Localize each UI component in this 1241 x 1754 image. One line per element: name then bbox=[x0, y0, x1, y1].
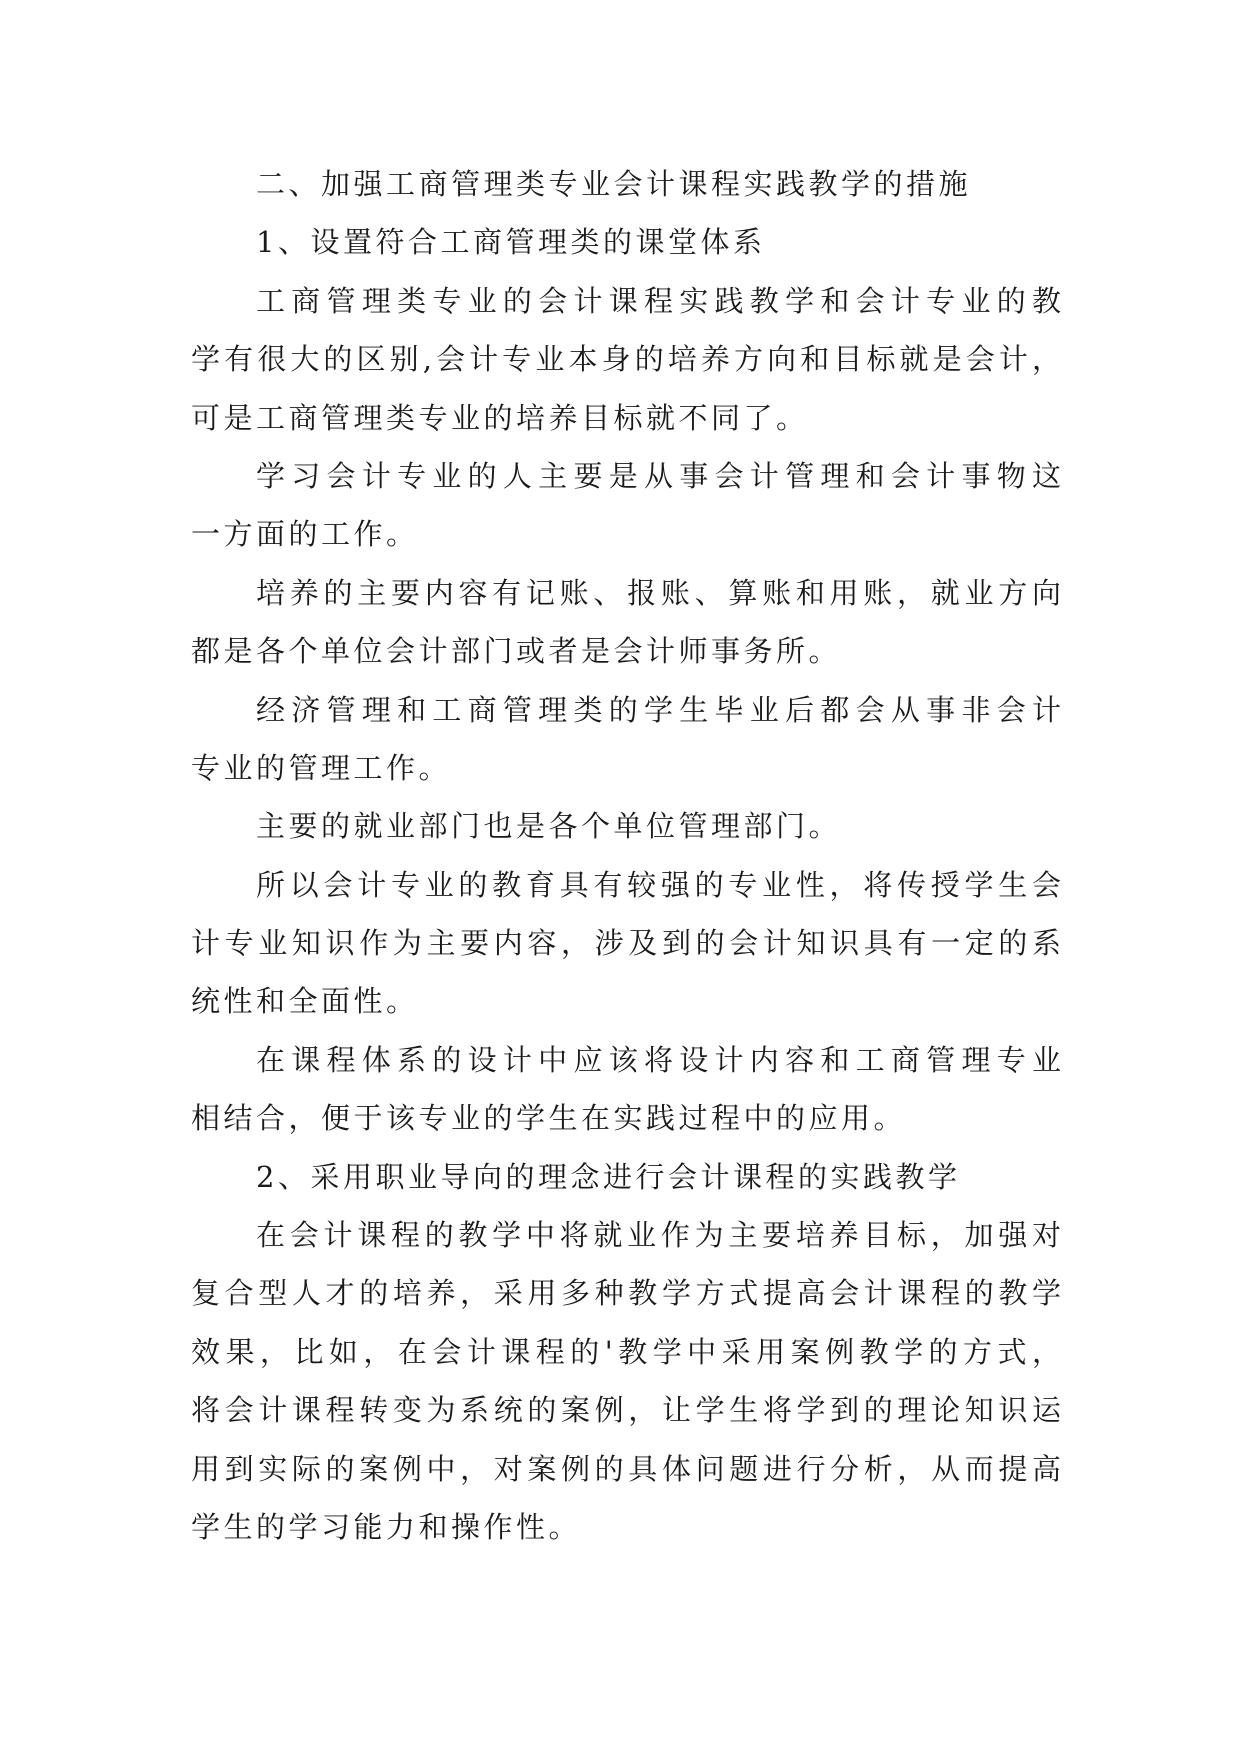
text-line: 2、采用职业导向的理念进行会计课程的实践教学 bbox=[256, 1159, 961, 1194]
text-line: 都是各个单位会计部门或者是会计师事务所。 bbox=[191, 634, 842, 669]
text-line: 相结合，便于该专业的学生在实践过程中的应用。 bbox=[191, 1101, 907, 1136]
text-line: 将会计课程转变为系统的案例，让学生将学到的理论知识运 bbox=[191, 1393, 1061, 1428]
text-line: 统性和全面性。 bbox=[191, 984, 419, 1019]
text-line: 专业的管理工作。 bbox=[191, 750, 452, 785]
text-line: 1、设置符合工商管理类的课堂体系 bbox=[256, 225, 766, 260]
text-line: 二、加强工商管理类专业会计课程实践教学的措施 bbox=[256, 167, 972, 201]
text-line: 复合型人才的培养，采用多种教学方式提高会计课程的教学 bbox=[191, 1276, 1061, 1311]
text-line: 主要的就业部门也是各个单位管理部门。 bbox=[256, 809, 842, 844]
text-line: 可是工商管理类专业的培养目标就不同了。 bbox=[191, 400, 809, 435]
text-line: 所以会计专业的教育具有较强的专业性，将传授学生会 bbox=[256, 867, 1061, 902]
text-line: 学习会计专业的人主要是从事会计管理和会计事物这 bbox=[256, 458, 1061, 493]
text-line: 一方面的工作。 bbox=[191, 517, 419, 552]
text-line: 在会计课程的教学中将就业作为主要培养目标，加强对 bbox=[256, 1218, 1061, 1253]
text-line: 用到实际的案例中，对案例的具体问题进行分析，从而提高 bbox=[191, 1451, 1061, 1486]
text-line: 计专业知识作为主要内容，涉及到的会计知识具有一定的系 bbox=[191, 926, 1061, 961]
text-line: 学生的学习能力和操作性。 bbox=[191, 1509, 582, 1544]
text-line: 经济管理和工商管理类的学生毕业后都会从事非会计 bbox=[256, 692, 1061, 727]
document-body bbox=[191, 155, 1061, 1556]
text-line: 培养的主要内容有记账、报账、算账和用账，就业方向 bbox=[256, 575, 1061, 610]
text-line: 学有很大的区别,会计专业本身的培养方向和目标就是会计， bbox=[191, 342, 1061, 377]
text-line: 在课程体系的设计中应该将设计内容和工商管理专业 bbox=[256, 1042, 1061, 1077]
text-line: 效果，比如，在会计课程的'教学中采用案例教学的方式， bbox=[191, 1334, 1061, 1369]
text-line: 工商管理类专业的会计课程实践教学和会计专业的教 bbox=[256, 283, 1061, 318]
